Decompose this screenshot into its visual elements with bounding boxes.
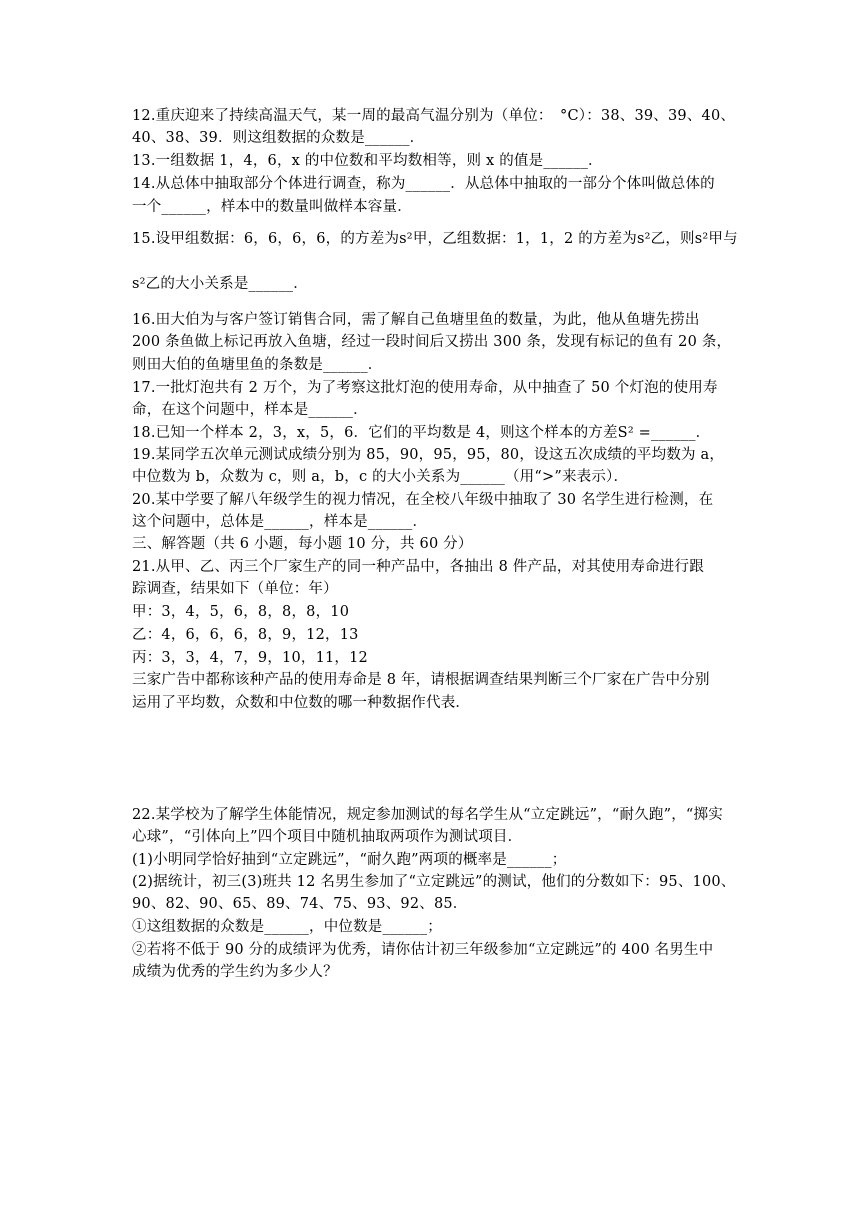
question-21-yi-data: 乙：4，6，6，6，8，9，12，13 bbox=[132, 627, 359, 643]
question-22-line-7: ②若将不低于 90 分的成绩评为优秀，请你估计初三年级参加“立定跳远”的 400 名男生中 bbox=[132, 942, 714, 958]
question-12-line-2: 40、38、39．则这组数据的众数是______． bbox=[132, 130, 425, 146]
question-21-bing-data: 丙：3，3，4，7，9，10，11，12 bbox=[132, 650, 368, 666]
question-21-line-2: 踪调查，结果如下（单位：年） bbox=[132, 581, 338, 597]
section-3-heading: 三、解答题（共 6 小题，每小题 10 分，共 60 分） bbox=[132, 536, 473, 552]
question-12-line-1: 12.重庆迎来了持续高温天气，某一周的最高气温分别为（单位： °C）：38、39、39、40、 bbox=[132, 108, 736, 124]
question-20-line-1: 20.某中学要了解八年级学生的视力情况，在全校八年级中抽取了 30 名学生进行检测，在 bbox=[132, 492, 714, 508]
question-20-line-2: 这个问题中，总体是______，样本是______． bbox=[132, 514, 428, 530]
question-14-line-2: 一个______，样本中的数量叫做样本容量． bbox=[132, 199, 412, 215]
question-22-line-8: 成绩为优秀的学生约为多少人？ bbox=[132, 964, 338, 980]
question-21-line-1: 21.从甲、乙、丙三个厂家生产的同一种产品中，各抽出 8 件产品，对其使用寿命进行跟 bbox=[132, 559, 704, 575]
question-15-line-1: 15.设甲组数据：6，6，6，6，的方差为s²甲，乙组数据：1，1，2 的方差为s²乙，则s²甲与 bbox=[132, 231, 738, 247]
question-22-line-3: (1)小明同学恰好抽到“立定跳远”，“耐久跑”两项的概率是______； bbox=[132, 852, 567, 868]
question-17-line-1: 17.一批灯泡共有 2 万个，为了考察这批灯泡的使用寿命，从中抽查了 50 个灯泡的使用寿 bbox=[132, 380, 718, 396]
question-22-line-6: ①这组数据的众数是______，中位数是______； bbox=[132, 919, 442, 935]
question-19-line-1: 19.某同学五次单元测试成绩分别为 85，90，95，95，80，设这五次成绩的平均数为 a， bbox=[132, 447, 725, 463]
question-15-line-2: s²乙的大小关系是______． bbox=[132, 276, 308, 292]
question-19-line-2: 中位数为 b，众数为 c，则 a，b，c 的大小关系为______（用“>”来表示）． bbox=[132, 469, 629, 485]
question-22-line-5: 90、82、90、65、89、74、75、93、92、85． bbox=[132, 896, 468, 912]
question-21-line-7: 运用了平均数，众数和中位数的哪一种数据作代表． bbox=[132, 695, 471, 711]
question-21-jia-data: 甲：3，4，5，6，8，8，8，10 bbox=[132, 604, 350, 620]
question-22-line-1: 22.某学校为了解学生体能情况，规定参加测试的每名学生从“立定跳远”，“耐久跑”，“掷实 bbox=[132, 807, 723, 823]
question-21-line-6: 三家广告中都称该种产品的使用寿命是 8 年，请根据调查结果判断三个厂家在广告中分别 bbox=[132, 672, 710, 688]
question-13-line-1: 13.一组数据 1，4，6，x 的中位数和平均数相等，则 x 的值是______． bbox=[132, 153, 603, 169]
question-22-line-4: (2)据统计，初三(3)班共 12 名男生参加了“立定跳远”的测试，他们的分数如下：95、100、 bbox=[132, 874, 736, 890]
question-17-line-2: 命，在这个问题中，样本是______． bbox=[132, 402, 368, 418]
question-16-line-1: 16.田大伯为与客户签订销售合同，需了解自己鱼塘里鱼的数量，为此，他从鱼塘先捞出 bbox=[132, 312, 700, 328]
question-18-line-1: 18.已知一个样本 2，3，x，5，6．它们的平均数是 4，则这个样本的方差S² =______． bbox=[132, 425, 711, 441]
question-22-line-2: 心球”，“引体向上”四个项目中随机抽取两项作为测试项目． bbox=[132, 829, 523, 845]
question-16-line-3: 则田大伯的鱼塘里鱼的条数是______． bbox=[132, 357, 383, 373]
question-16-line-2: 200 条鱼做上标记再放入鱼塘，经过一段时间后又捞出 300 条，发现有标记的鱼有 20 条， bbox=[132, 334, 732, 350]
question-14-line-1: 14.从总体中抽取部分个体进行调查，称为______．从总体中抽取的一部分个体叫做总体的 bbox=[132, 176, 715, 192]
